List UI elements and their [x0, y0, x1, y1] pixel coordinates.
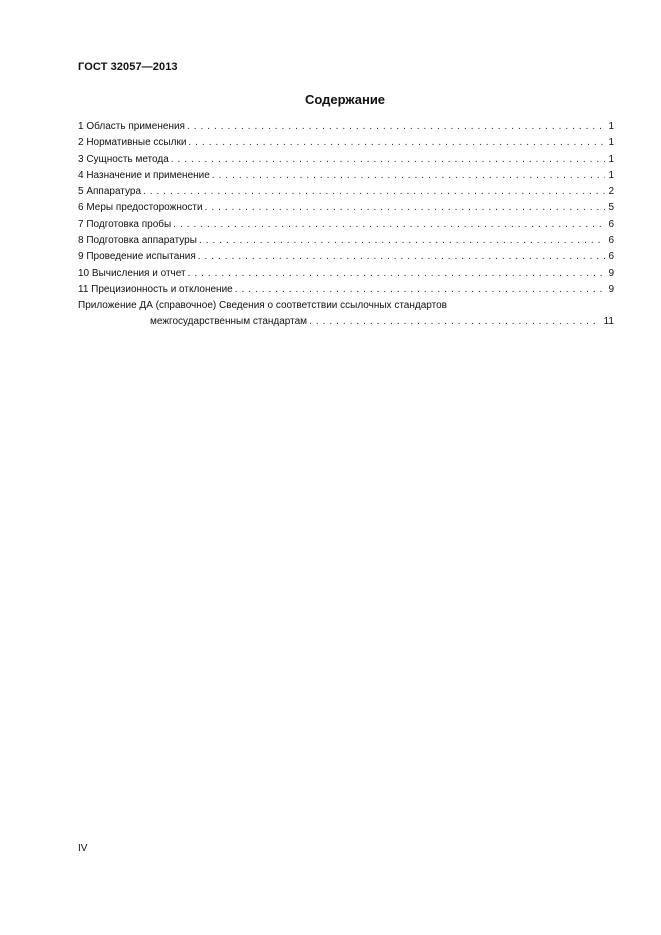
- toc-annex-title: Приложение ДА (справочное) Сведения о соответствии ссылочных стандартов: [78, 300, 447, 312]
- toc-leader-dots: [205, 200, 606, 216]
- toc-entry-label: 6 Меры предосторожности: [78, 202, 203, 214]
- toc-leader-dots: [188, 266, 606, 282]
- toc-entry-label: 8 Подготовка аппаратуры: [78, 235, 197, 247]
- toc-entry-label: 7 Подготовка пробы: [78, 218, 172, 230]
- toc-entry-page: 5: [608, 202, 614, 214]
- toc-entry-label: 11 Прецизионность и отклонение: [78, 283, 233, 295]
- toc-entry-annex[interactable]: [78, 298, 614, 330]
- toc-entry-page: 1: [608, 137, 614, 149]
- page-number: IV: [78, 843, 88, 854]
- toc-leader-dots: [199, 233, 606, 249]
- toc-entry-7[interactable]: [78, 217, 614, 233]
- toc-entry-page: 1: [608, 121, 614, 132]
- toc-title: Содержание: [304, 92, 386, 107]
- toc-entry-label: 9 Проведение испытания: [78, 251, 196, 263]
- toc-leader-dots: [173, 217, 605, 233]
- toc-leader-dots: [198, 249, 606, 265]
- document-code: ГОСТ 32057—2013: [78, 61, 178, 73]
- toc-leader-dots: [188, 135, 605, 151]
- toc-entry-page: 9: [608, 267, 614, 279]
- toc-annex-continuation: [78, 314, 614, 330]
- toc-leader-dots: [187, 119, 605, 135]
- toc-entry-label: 2 Нормативные ссылки: [78, 137, 187, 149]
- toc-annex-label: межгосударственным стандартам: [150, 316, 308, 328]
- toc-entry-label: 3 Сущность метода: [78, 153, 169, 165]
- toc-entry-6[interactable]: [78, 200, 614, 216]
- toc-entry-2[interactable]: [78, 135, 614, 151]
- toc-entry-label: 10 Вычисления и отчет: [78, 267, 186, 279]
- toc-entry-5[interactable]: [78, 184, 614, 200]
- toc-entry-page: 6: [608, 235, 614, 247]
- toc-entry-page: 6: [608, 251, 614, 263]
- toc-entry-8[interactable]: [78, 233, 614, 249]
- toc-leader-dots: [235, 282, 606, 298]
- toc-leader-dots: [143, 184, 605, 200]
- toc-leader-dots: [171, 152, 606, 168]
- toc-entry-label: 4 Назначение и применение: [78, 169, 210, 181]
- toc-entry-label: 1 Область применения: [78, 121, 185, 132]
- table-of-contents: [78, 119, 614, 330]
- toc-entry-10[interactable]: [78, 266, 614, 282]
- toc-entry-label: 5 Аппаратура: [78, 186, 142, 198]
- toc-entry-page: 1: [608, 153, 614, 165]
- toc-entry-9[interactable]: [78, 249, 614, 265]
- toc-annex-page: 11: [603, 316, 614, 328]
- toc-leader-dots: [309, 314, 598, 330]
- toc-entry-page: 9: [608, 283, 614, 295]
- toc-entry-page: 2: [608, 186, 614, 198]
- toc-entry-3[interactable]: [78, 152, 614, 168]
- toc-entry-11[interactable]: [78, 282, 614, 298]
- toc-entry-4[interactable]: [78, 168, 614, 184]
- toc-leader-dots: [212, 168, 606, 184]
- toc-entry-page: 6: [608, 218, 614, 230]
- toc-entry-page: 1: [608, 169, 614, 181]
- toc-entry-1[interactable]: [78, 119, 614, 135]
